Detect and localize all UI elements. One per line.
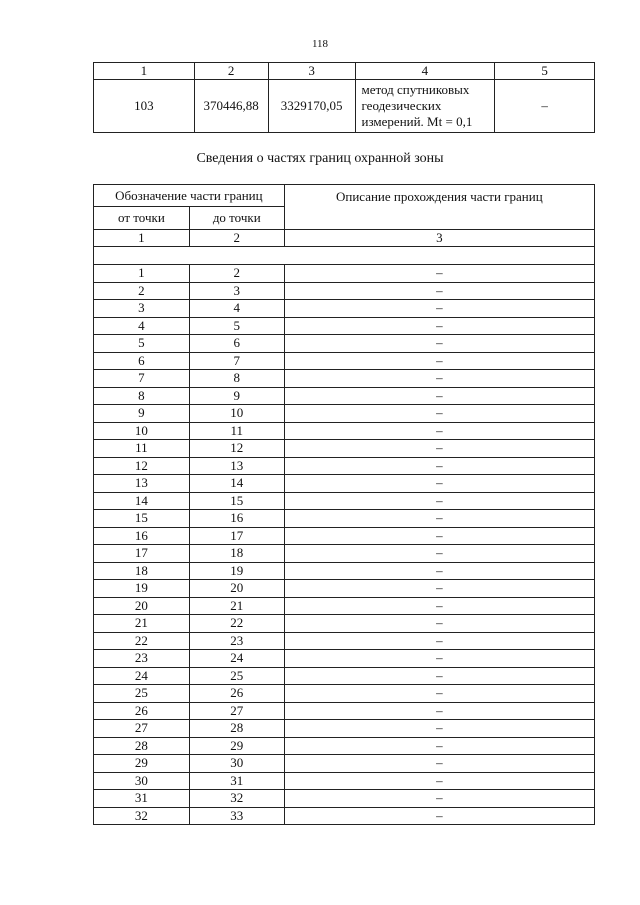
to-point-cell: 28 [189,720,284,738]
to-point-cell: 11 [189,422,284,440]
column-number: 2 [189,230,284,247]
header-description: Описание прохождения части границ [284,185,594,230]
from-point-cell: 24 [94,667,190,685]
column-numbers-row [94,230,595,247]
description-cell: – [284,755,594,773]
description-cell: – [284,352,594,370]
description-cell: – [284,317,594,335]
table-row [94,580,595,598]
description-cell: – [284,422,594,440]
to-point-cell: 30 [189,755,284,773]
from-point-cell: 12 [94,457,190,475]
table-row [94,755,595,773]
boundary-parts-table [93,184,595,825]
to-point-cell: 25 [189,667,284,685]
to-point-cell: 23 [189,632,284,650]
to-point-cell: 22 [189,615,284,633]
description-cell: – [284,632,594,650]
from-point-cell: 15 [94,510,190,528]
to-point-cell: 3 [189,282,284,300]
blank-cell [94,247,595,265]
to-point-cell: 4 [189,300,284,318]
from-point-cell: 1 [94,265,190,283]
table-row [94,772,595,790]
to-point-cell: 33 [189,807,284,825]
from-point-cell: 23 [94,650,190,668]
table-row [94,405,595,423]
method-line: измерений. Mt = 0,1 [361,114,473,129]
to-point-cell: 10 [189,405,284,423]
description-cell: – [284,405,594,423]
from-point-cell: 10 [94,422,190,440]
table-row [94,562,595,580]
to-point-cell: 21 [189,597,284,615]
to-point-cell: 26 [189,685,284,703]
table-row [94,440,595,458]
table-row [94,597,595,615]
description-cell: – [284,562,594,580]
table-row [94,527,595,545]
from-point-cell: 19 [94,580,190,598]
column-number: 1 [94,230,190,247]
column-number: 2 [194,63,268,80]
coordinate-x: 370446,88 [194,80,268,133]
from-point-cell: 21 [94,615,190,633]
page-number: 118 [311,38,329,50]
point-number: 103 [94,80,195,133]
description-cell: – [284,300,594,318]
description-cell: – [284,527,594,545]
description-cell: – [284,510,594,528]
from-point-cell: 18 [94,562,190,580]
table-row [94,720,595,738]
from-point-cell: 31 [94,790,190,808]
to-point-cell: 29 [189,737,284,755]
from-point-cell: 27 [94,720,190,738]
from-point-cell: 22 [94,632,190,650]
to-point-cell: 14 [189,475,284,493]
to-point-cell: 2 [189,265,284,283]
coordinates-table [93,62,595,133]
table-row [94,370,595,388]
description-cell: – [284,685,594,703]
column-number: 4 [355,63,495,80]
description-cell: – [284,667,594,685]
table-row [94,352,595,370]
table-row [94,387,595,405]
table-row [94,317,595,335]
from-point-cell: 6 [94,352,190,370]
method-line: метод спутниковых [361,82,470,97]
blank-row [94,247,595,265]
to-point-cell: 20 [189,580,284,598]
from-point-cell: 20 [94,597,190,615]
description-cell: – [284,265,594,283]
table-row [94,667,595,685]
from-point-cell: 30 [94,772,190,790]
table-row [94,80,595,133]
table-row [94,615,595,633]
table-row [94,457,595,475]
header-row [94,185,595,207]
table-row [94,702,595,720]
column-number: 1 [94,63,195,80]
table-row [94,650,595,668]
section-title: Сведения о частях границ охранной зоны [196,151,444,166]
description-cell: – [284,457,594,475]
description-cell: – [284,370,594,388]
from-point-cell: 14 [94,492,190,510]
table-row [94,300,595,318]
from-point-cell: 17 [94,545,190,563]
table-row [94,685,595,703]
to-point-cell: 13 [189,457,284,475]
description-cell: – [284,475,594,493]
description-cell: – [284,737,594,755]
from-point-cell: 25 [94,685,190,703]
description-cell: – [284,650,594,668]
column-number: 5 [495,63,595,80]
from-point-cell: 28 [94,737,190,755]
column-number: 3 [284,230,594,247]
description-cell: – [284,702,594,720]
from-point-cell: 26 [94,702,190,720]
to-point-cell: 15 [189,492,284,510]
to-point-cell: 5 [189,317,284,335]
coordinates-header-row [94,63,595,80]
description-cell: – [284,807,594,825]
description-cell: – [284,772,594,790]
to-point-cell: 12 [189,440,284,458]
table-row [94,335,595,353]
from-point-cell: 7 [94,370,190,388]
from-point-cell: 9 [94,405,190,423]
to-point-cell: 8 [189,370,284,388]
to-point-cell: 19 [189,562,284,580]
column-number: 3 [268,63,355,80]
from-point-cell: 3 [94,300,190,318]
table-row [94,492,595,510]
to-point-cell: 6 [189,335,284,353]
to-point-cell: 18 [189,545,284,563]
description-cell: – [284,790,594,808]
to-point-cell: 16 [189,510,284,528]
header-boundary-part: Обозначение части границ [94,185,285,207]
to-point-cell: 17 [189,527,284,545]
description-cell: – [284,282,594,300]
from-point-cell: 11 [94,440,190,458]
description-cell: – [284,720,594,738]
header-to-point: до точки [189,207,284,230]
table-row [94,510,595,528]
table-row [94,422,595,440]
table-row [94,737,595,755]
description-cell: – [284,580,594,598]
description-cell: – [284,615,594,633]
table-row [94,632,595,650]
to-point-cell: 7 [189,352,284,370]
from-point-cell: 5 [94,335,190,353]
table-row [94,790,595,808]
header-from-point: от точки [94,207,190,230]
table-row [94,475,595,493]
method-description [355,80,495,133]
table-row [94,282,595,300]
to-point-cell: 24 [189,650,284,668]
to-point-cell: 9 [189,387,284,405]
coordinate-y: 3329170,05 [268,80,355,133]
table-row [94,265,595,283]
method-line: геодезических [361,98,442,113]
description-cell: – [284,492,594,510]
from-point-cell: 2 [94,282,190,300]
from-point-cell: 13 [94,475,190,493]
from-point-cell: 32 [94,807,190,825]
to-point-cell: 31 [189,772,284,790]
description-cell: – [284,440,594,458]
table-row [94,545,595,563]
description-cell: – [284,387,594,405]
column-5-value: – [495,80,595,133]
description-cell: – [284,597,594,615]
from-point-cell: 29 [94,755,190,773]
from-point-cell: 8 [94,387,190,405]
from-point-cell: 16 [94,527,190,545]
description-cell: – [284,545,594,563]
from-point-cell: 4 [94,317,190,335]
table-row [94,807,595,825]
to-point-cell: 27 [189,702,284,720]
to-point-cell: 32 [189,790,284,808]
description-cell: – [284,335,594,353]
